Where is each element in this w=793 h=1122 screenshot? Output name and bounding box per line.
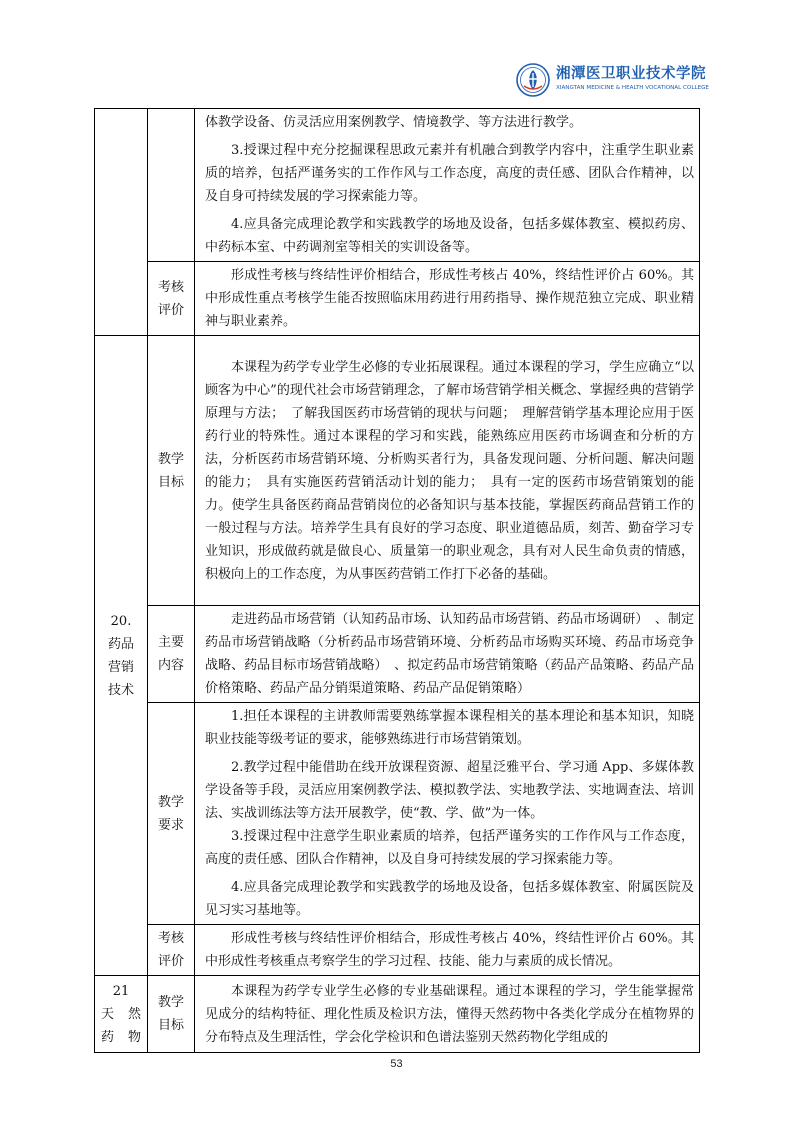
course-21-label [95, 976, 148, 1053]
row-label-empty [148, 109, 195, 262]
table-row [95, 703, 700, 925]
table-row [95, 262, 700, 336]
course-label-empty [95, 109, 148, 336]
row-label-objectives: 教学 目标 [148, 336, 195, 606]
table-row [95, 925, 700, 976]
row-label-requirements: 教学 要求 [148, 703, 195, 925]
requirement-paragraph: 3.授课过程中注意学生职业素质的培养，包括严谨务实的工作作风与工作态度，高度的责任感、团队合作精神，以及自身可持续发展的学习探索能力等。 [205, 829, 694, 867]
college-logo [516, 63, 709, 99]
college-name-cn: 湘潭医卫职业技术学院 [556, 65, 706, 82]
content-text: 走进药品市场营销（认知药品市场、认知药品市场营销、药品市场调研） 、制定药品市场营销战略（分析药品市场营销环境、分析药品市场购买环境、药品市场竞争战略、药品目标市场营销战略） 、拟定药品市场营销策略（药品产品策略、药品产品价格策略、药品产品分销渠道策略、药品产品促销策略） [195, 606, 700, 703]
table-row [95, 336, 700, 606]
course-name-part: 天 [101, 1006, 115, 1022]
course-number: 21 [112, 983, 130, 999]
row-label-objectives: 教学 目标 [148, 976, 195, 1053]
course-name-part: 技术 [107, 682, 134, 698]
course-name-part: 然 [127, 1006, 141, 1022]
college-name [556, 65, 709, 93]
requirement-paragraph: 4.应具备完成理论教学和实践教学的场地及设备，包括多媒体教室、附属医院及见习实习基地等。 [205, 880, 694, 918]
objectives-text: 本课程为药学专业学生必修的专业基础课程。通过本课程的学习，学生能掌握常见成分的结构特征、理化性质及检识方法，懂得天然药物中各类化学成分在植物界的分布特点及生理活性，学会化学检识和色谱法鉴别天然药物化学组成的 [195, 976, 700, 1053]
table-row [95, 109, 700, 262]
requirement-paragraph: 1.担任本课程的主讲教师需要熟练掌握本课程相关的基本理论和基本知识，知晓职业技能等级考证的要求，能够熟练进行市场营销策划。 [205, 709, 694, 747]
row-label-assessment: 考核 评价 [148, 925, 195, 976]
row-label-content: 主要 内容 [148, 606, 195, 703]
table-row [95, 606, 700, 703]
requirement-paragraph: 4.应具备完成理论教学和实践教学的场地及设备，包括多媒体教室、模拟药房、中药标本室、中药调剂室等相关的实训设备等。 [205, 217, 694, 255]
assessment-text: 形成性考核与终结性评价相结合，形成性考核占 40%，终结性评价占 60%。其中形成性重点考核学生能否按照临床用药进行用药指导、操作规范独立完成、职业精神与职业素养。 [195, 262, 700, 336]
requirement-paragraph: 2.教学过程中能借助在线开放课程资源、超星泛雅平台、学习通 App、多媒体教学设备等手段，灵活应用案例教学法、模拟教学法、实地教学法、实地调查法、培训法、实战训练法等方法开展教学，使“教、学、做”为一体。 [205, 760, 694, 821]
table-row [95, 976, 700, 1053]
row-label-assessment: 考核 评价 [148, 262, 195, 336]
teaching-requirements-cont [195, 109, 700, 262]
page-number: 53 [390, 1058, 403, 1070]
course-name-part: 营销 [107, 659, 134, 675]
course-name-part: 物 [127, 1029, 141, 1045]
requirements-text [195, 703, 700, 925]
objectives-text: 本课程为药学专业学生必修的专业拓展课程。通过本课程的学习，学生应确立“以顾客为中心”的现代社会市场营销理念，了解市场营销学相关概念、掌握经典的营销学原理与方法； 了解我国医药市场营销的现状与问题； 理解营销学基本理论应用于医药行业的特殊性。通过本课程的学习和实践，能熟练应用医药市场调查和分析的方法，分析医药市场营销环境、分析购买者行为，具备发现问题、分析问题、解决问题的能力； 具有实施医药营销活动计划的能力； 具有一定的医药市场营销策划的能力。使学生具备医药商品营销岗位的必备知识与基本技能，掌握医药商品营销工作的一般过程与方法。培养学生具有良好的学习态度、职业道德品质，刻苦、勤奋学习专业知识，形成做药就是做良心、质量第一的职业观念，具有对人民生命负责的情感，积极向上的工作态度，为从事医药营销工作打下必备的基础。 [195, 336, 700, 606]
course-number: 20. [110, 613, 132, 629]
college-name-en: XIANGTAN MEDICINE & HEALTH VOCATIONAL COLLEGE [556, 85, 709, 91]
course-name-part: 药品 [107, 636, 134, 652]
requirement-paragraph: 体教学设备、仿灵活应用案例教学、情境教学、等方法进行教学。 [205, 115, 583, 130]
college-emblem-icon [516, 63, 550, 97]
course-name-part: 药 [101, 1029, 115, 1045]
curriculum-table [94, 108, 700, 1053]
course-20-label [95, 336, 148, 976]
requirement-paragraph: 3.授课过程中充分挖掘课程思政元素并有机融合到教学内容中，注重学生职业素质的培养，包括严谨务实的工作作风与工作态度，高度的责任感、团队合作精神，以及自身可持续发展的学习探索能力等。 [205, 143, 694, 204]
assessment-text: 形成性考核与终结性评价相结合，形成性考核占 40%，终结性评价占 60%。其中形成性考核重点考察学生的学习过程、技能、能力与素质的成长情况。 [195, 925, 700, 976]
